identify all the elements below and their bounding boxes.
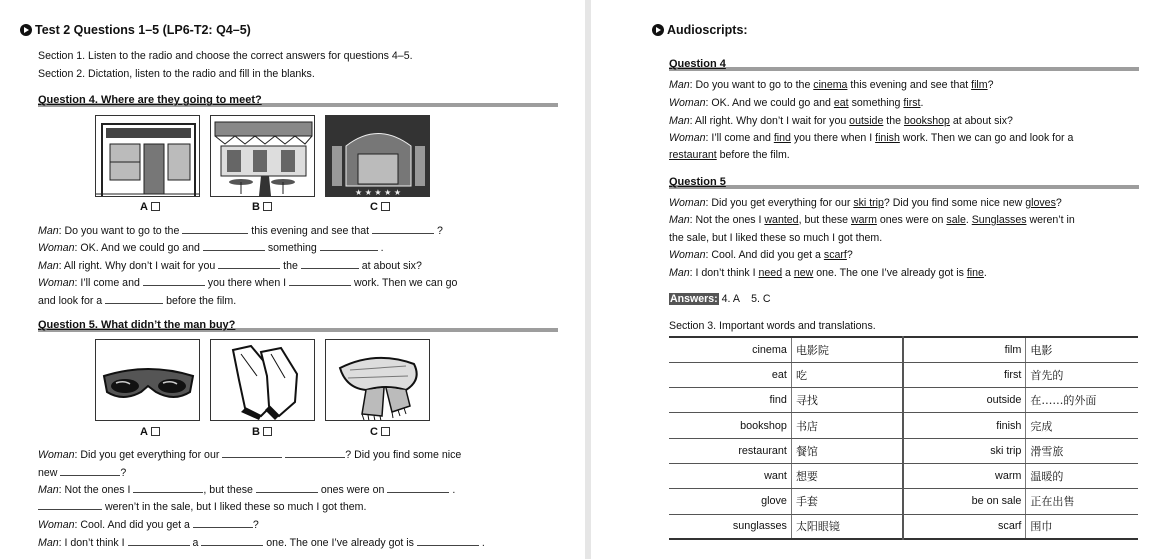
script-question-4-heading: Question 4	[669, 58, 726, 70]
q5-option-b[interactable]	[252, 426, 272, 438]
audioscripts-title-text: Audioscripts:	[667, 23, 748, 37]
text: : Not the ones I	[689, 214, 765, 226]
speaker: Man	[669, 267, 690, 279]
text: ?	[987, 79, 994, 91]
script-q4-line-2	[669, 97, 923, 110]
key-word: eat	[833, 97, 849, 109]
text: ?	[120, 467, 127, 479]
text: : Do you want to go to the	[58, 225, 180, 237]
q4-dictation-line-3	[38, 258, 422, 273]
script-q5-line-4	[669, 249, 853, 262]
q4-option-a-label: A	[140, 201, 148, 213]
vocab-chinese: 电影	[1026, 337, 1138, 362]
key-word: scarf	[823, 249, 847, 261]
text: .	[481, 537, 485, 549]
blank[interactable]	[203, 240, 265, 251]
key-word: fine	[966, 267, 984, 279]
instruction-1: Section 1. Listen to the radio and choose the correct answers for questions 4–5.	[38, 50, 413, 62]
text: the	[883, 115, 904, 127]
vocab-chinese: 寻找	[791, 388, 903, 413]
speaker: Woman	[669, 249, 706, 261]
speaker: Man	[38, 484, 59, 496]
script-q5-line-3	[669, 232, 882, 245]
q4-dictation-line-2	[38, 240, 384, 255]
q5-dictation-line-5	[38, 517, 259, 532]
q4-option-b[interactable]	[252, 201, 272, 213]
speaker: Woman	[38, 519, 75, 531]
vocab-chinese: 正在出售	[1026, 489, 1138, 514]
vocab-row	[669, 438, 1138, 463]
text: this evening and see that	[251, 225, 370, 237]
text: before the film.	[716, 149, 790, 161]
scarf-image	[325, 339, 430, 421]
key-word: finish	[875, 132, 900, 144]
blank[interactable]	[201, 535, 263, 546]
blank[interactable]	[60, 465, 120, 476]
text: one. The one I’ve already got is	[266, 537, 414, 549]
vocab-english: find	[669, 388, 791, 413]
vocab-chinese: 电影院	[791, 337, 903, 362]
text: work. Then we can go and look for a	[899, 132, 1074, 144]
vocab-chinese: 手套	[791, 489, 903, 514]
vocab-english: restaurant	[669, 438, 791, 463]
q5-dictation-line-3	[38, 482, 455, 497]
q4-dictation-line-5	[38, 293, 236, 308]
script-q4-line-1	[669, 79, 994, 92]
text: a	[192, 537, 199, 549]
text: you there when I	[790, 132, 876, 144]
q5-dictation-line-4	[38, 499, 366, 514]
svg-text:★ ★ ★ ★ ★: ★ ★ ★ ★ ★	[354, 188, 402, 197]
script-q5-line-1	[669, 197, 1062, 210]
script-q4-line-5	[669, 149, 790, 162]
blank[interactable]	[218, 258, 280, 269]
blank[interactable]	[285, 447, 345, 458]
blank[interactable]	[301, 258, 359, 269]
text: : Did you get everything for our	[74, 449, 220, 461]
checkbox-icon[interactable]	[151, 427, 160, 436]
vocab-english: scarf	[903, 514, 1025, 539]
vocab-row	[669, 463, 1138, 488]
q4-dictation-line-1	[38, 223, 443, 238]
text: : Not the ones I	[58, 484, 131, 496]
left-title	[20, 23, 251, 37]
speaker: Man	[38, 537, 59, 549]
text: ones were on	[876, 214, 947, 226]
text: something	[267, 242, 317, 254]
right-page	[591, 0, 1162, 559]
checkbox-icon[interactable]	[151, 202, 160, 211]
script-q5-line-5	[669, 267, 987, 280]
text: .	[965, 214, 972, 226]
q4-option-c[interactable]	[370, 201, 390, 213]
text: ?	[1055, 197, 1062, 209]
vocab-chinese: 在……的外面	[1026, 388, 1138, 413]
text: : I’ll come and	[705, 132, 774, 144]
script-q4-line-4	[669, 132, 1073, 145]
vocab-english: film	[903, 337, 1025, 362]
question-4-heading: Question 4. Where are they going to meet?	[38, 94, 262, 106]
key-word: restaurant	[669, 149, 717, 161]
text: ones were on	[320, 484, 385, 496]
key-word: outside	[849, 115, 884, 127]
key-word: cinema	[813, 79, 848, 91]
text: weren’t in	[1026, 214, 1075, 226]
checkbox-icon[interactable]	[263, 427, 272, 436]
text: : I’ll come and	[74, 277, 140, 289]
speaker: Woman	[38, 242, 75, 254]
q5-dictation-line-2	[38, 465, 126, 480]
script-q5-line-2	[669, 214, 1075, 227]
gloves-image	[210, 339, 315, 421]
text: and look for a	[38, 295, 103, 307]
vocab-row	[669, 337, 1138, 362]
answers-values: 4. A 5. C	[721, 293, 771, 305]
q4-option-a[interactable]	[140, 201, 160, 213]
blank[interactable]	[256, 482, 318, 493]
script-question-5-heading: Question 5	[669, 176, 726, 188]
text: : All right. Why don’t I wait for you	[689, 115, 850, 127]
speaker: Man	[38, 260, 59, 272]
vocab-english: sunglasses	[669, 514, 791, 539]
text: ? Did you find some nice new	[883, 197, 1026, 209]
script-question-5-bar	[669, 185, 1139, 189]
q5-option-c[interactable]	[370, 426, 390, 438]
script-question-4-bar	[669, 67, 1139, 71]
text: ?	[252, 519, 259, 531]
vocab-chinese: 吃	[791, 362, 903, 387]
text: , but these	[203, 484, 253, 496]
instruction-2: Section 2. Dictation, listen to the radio and fill in the blanks.	[38, 68, 315, 80]
vocab-chinese: 想要	[791, 463, 903, 488]
vocab-chinese: 书店	[791, 413, 903, 438]
key-word: Sunglasses	[971, 214, 1027, 226]
text: something	[848, 97, 904, 109]
script-q4-line-3	[669, 115, 1013, 128]
blank[interactable]	[143, 275, 205, 286]
checkbox-icon[interactable]	[381, 202, 390, 211]
speaker: Man	[669, 214, 690, 226]
vocab-chinese: 太阳眼镜	[791, 514, 903, 539]
cinema-front-image	[95, 115, 200, 197]
key-word: warm	[851, 214, 877, 226]
text: ? Did you find some nice	[345, 449, 462, 461]
vocab-english: bookshop	[669, 413, 791, 438]
text: : Cool. And did you get a	[705, 249, 824, 261]
key-word: need	[758, 267, 783, 279]
checkbox-icon[interactable]	[263, 202, 272, 211]
text: the sale, but I liked these so much I got them.	[669, 232, 883, 244]
q5-dictation-line-1	[38, 447, 461, 462]
speaker: Woman	[38, 449, 75, 461]
text: : Do you want to go to the	[689, 79, 814, 91]
blank[interactable]	[372, 223, 434, 234]
answers-line	[669, 293, 771, 306]
text: : Cool. And did you get a	[74, 519, 190, 531]
question-5-heading: Question 5. What didn’t the man buy?	[38, 319, 236, 331]
speaker: Man	[38, 225, 59, 237]
text: .	[452, 484, 456, 496]
speaker: Woman	[669, 197, 706, 209]
text: a	[782, 267, 794, 279]
q5-option-c-label: C	[370, 426, 378, 438]
key-word: film	[971, 79, 988, 91]
text: one. The one I’ve already got is	[813, 267, 967, 279]
text: the	[283, 260, 298, 272]
speaker: Woman	[669, 132, 706, 144]
vocab-chinese: 首先的	[1026, 362, 1138, 387]
q5-option-a-label: A	[140, 426, 148, 438]
text: : OK. And we could go and	[74, 242, 200, 254]
text: .	[920, 97, 924, 109]
q5-option-b-label: B	[252, 426, 260, 438]
blank[interactable]	[182, 223, 248, 234]
q5-dictation-line-6	[38, 535, 485, 550]
left-title-text: Test 2 Questions 1–5 (LP6-T2: Q4–5)	[35, 23, 251, 37]
blank[interactable]	[289, 275, 351, 286]
vocab-english: outside	[903, 388, 1025, 413]
vocab-english: be on sale	[903, 489, 1025, 514]
speaker: Woman	[38, 277, 75, 289]
blank[interactable]	[417, 535, 479, 546]
vocab-english: want	[669, 463, 791, 488]
section-3-heading: Section 3. Important words and translations.	[669, 320, 876, 332]
text: ?	[436, 225, 443, 237]
vocab-table	[669, 336, 1138, 540]
q4-option-c-label: C	[370, 201, 378, 213]
vocab-row	[669, 362, 1138, 387]
text: : Did you get everything for our	[705, 197, 854, 209]
vocab-english: warm	[903, 463, 1025, 488]
key-word: gloves	[1025, 197, 1056, 209]
q4-dictation-line-4	[38, 275, 457, 290]
text: weren’t in the sale, but I liked these so much I got them.	[104, 501, 367, 513]
text: : All right. Why don’t I wait for you	[58, 260, 216, 272]
text: .	[380, 242, 384, 254]
vocab-english: ski trip	[903, 438, 1025, 463]
vocab-chinese: 滑雪旅	[1026, 438, 1138, 463]
vocab-chinese: 温暖的	[1026, 463, 1138, 488]
text: .	[983, 267, 987, 279]
speaker: Man	[669, 79, 690, 91]
vocab-english: cinema	[669, 337, 791, 362]
vocab-row	[669, 388, 1138, 413]
blank[interactable]	[105, 293, 163, 304]
key-word: sale	[946, 214, 966, 226]
play-bullet-icon	[652, 24, 664, 36]
q5-option-a[interactable]	[140, 426, 160, 438]
key-word: find	[773, 132, 791, 144]
vocab-english: glove	[669, 489, 791, 514]
checkbox-icon[interactable]	[381, 427, 390, 436]
answers-label: Answers:	[670, 293, 718, 305]
speaker: Man	[669, 115, 690, 127]
blank[interactable]	[387, 482, 449, 493]
text: before the film.	[166, 295, 237, 307]
blank[interactable]	[222, 447, 282, 458]
key-word: bookshop	[903, 115, 950, 127]
key-word: first	[903, 97, 921, 109]
sunglasses-image	[95, 339, 200, 421]
text: work. Then we can go	[354, 277, 458, 289]
text: ?	[846, 249, 853, 261]
theatre-entrance-image	[325, 115, 430, 197]
text: new	[38, 467, 58, 479]
blank[interactable]	[38, 499, 102, 510]
vocab-chinese: 餐馆	[791, 438, 903, 463]
text: : I don’t think I	[58, 537, 125, 549]
vocab-row	[669, 413, 1138, 438]
vocab-row	[669, 489, 1138, 514]
vocab-english: eat	[669, 362, 791, 387]
play-bullet-icon	[20, 24, 32, 36]
key-word: ski trip	[853, 197, 884, 209]
blank[interactable]	[320, 240, 378, 251]
vocab-chinese: 围巾	[1026, 514, 1138, 539]
text: : I don’t think I	[689, 267, 759, 279]
speaker: Woman	[669, 97, 706, 109]
vocab-chinese: 完成	[1026, 413, 1138, 438]
vocab-english: finish	[903, 413, 1025, 438]
vocab-row	[669, 514, 1138, 539]
key-word: wanted	[764, 214, 799, 226]
cafe-terrace-image	[210, 115, 315, 197]
text: : OK. And we could go and	[705, 97, 834, 109]
q4-option-b-label: B	[252, 201, 260, 213]
text: at about six?	[949, 115, 1013, 127]
blank[interactable]	[133, 482, 203, 493]
text: you there when I	[207, 277, 287, 289]
vocab-english: first	[903, 362, 1025, 387]
blank[interactable]	[193, 517, 253, 528]
text: at about six?	[361, 260, 422, 272]
audioscripts-title	[652, 23, 748, 37]
blank[interactable]	[128, 535, 190, 546]
text: , but these	[798, 214, 851, 226]
key-word: new	[793, 267, 814, 279]
text: this evening and see that	[847, 79, 972, 91]
